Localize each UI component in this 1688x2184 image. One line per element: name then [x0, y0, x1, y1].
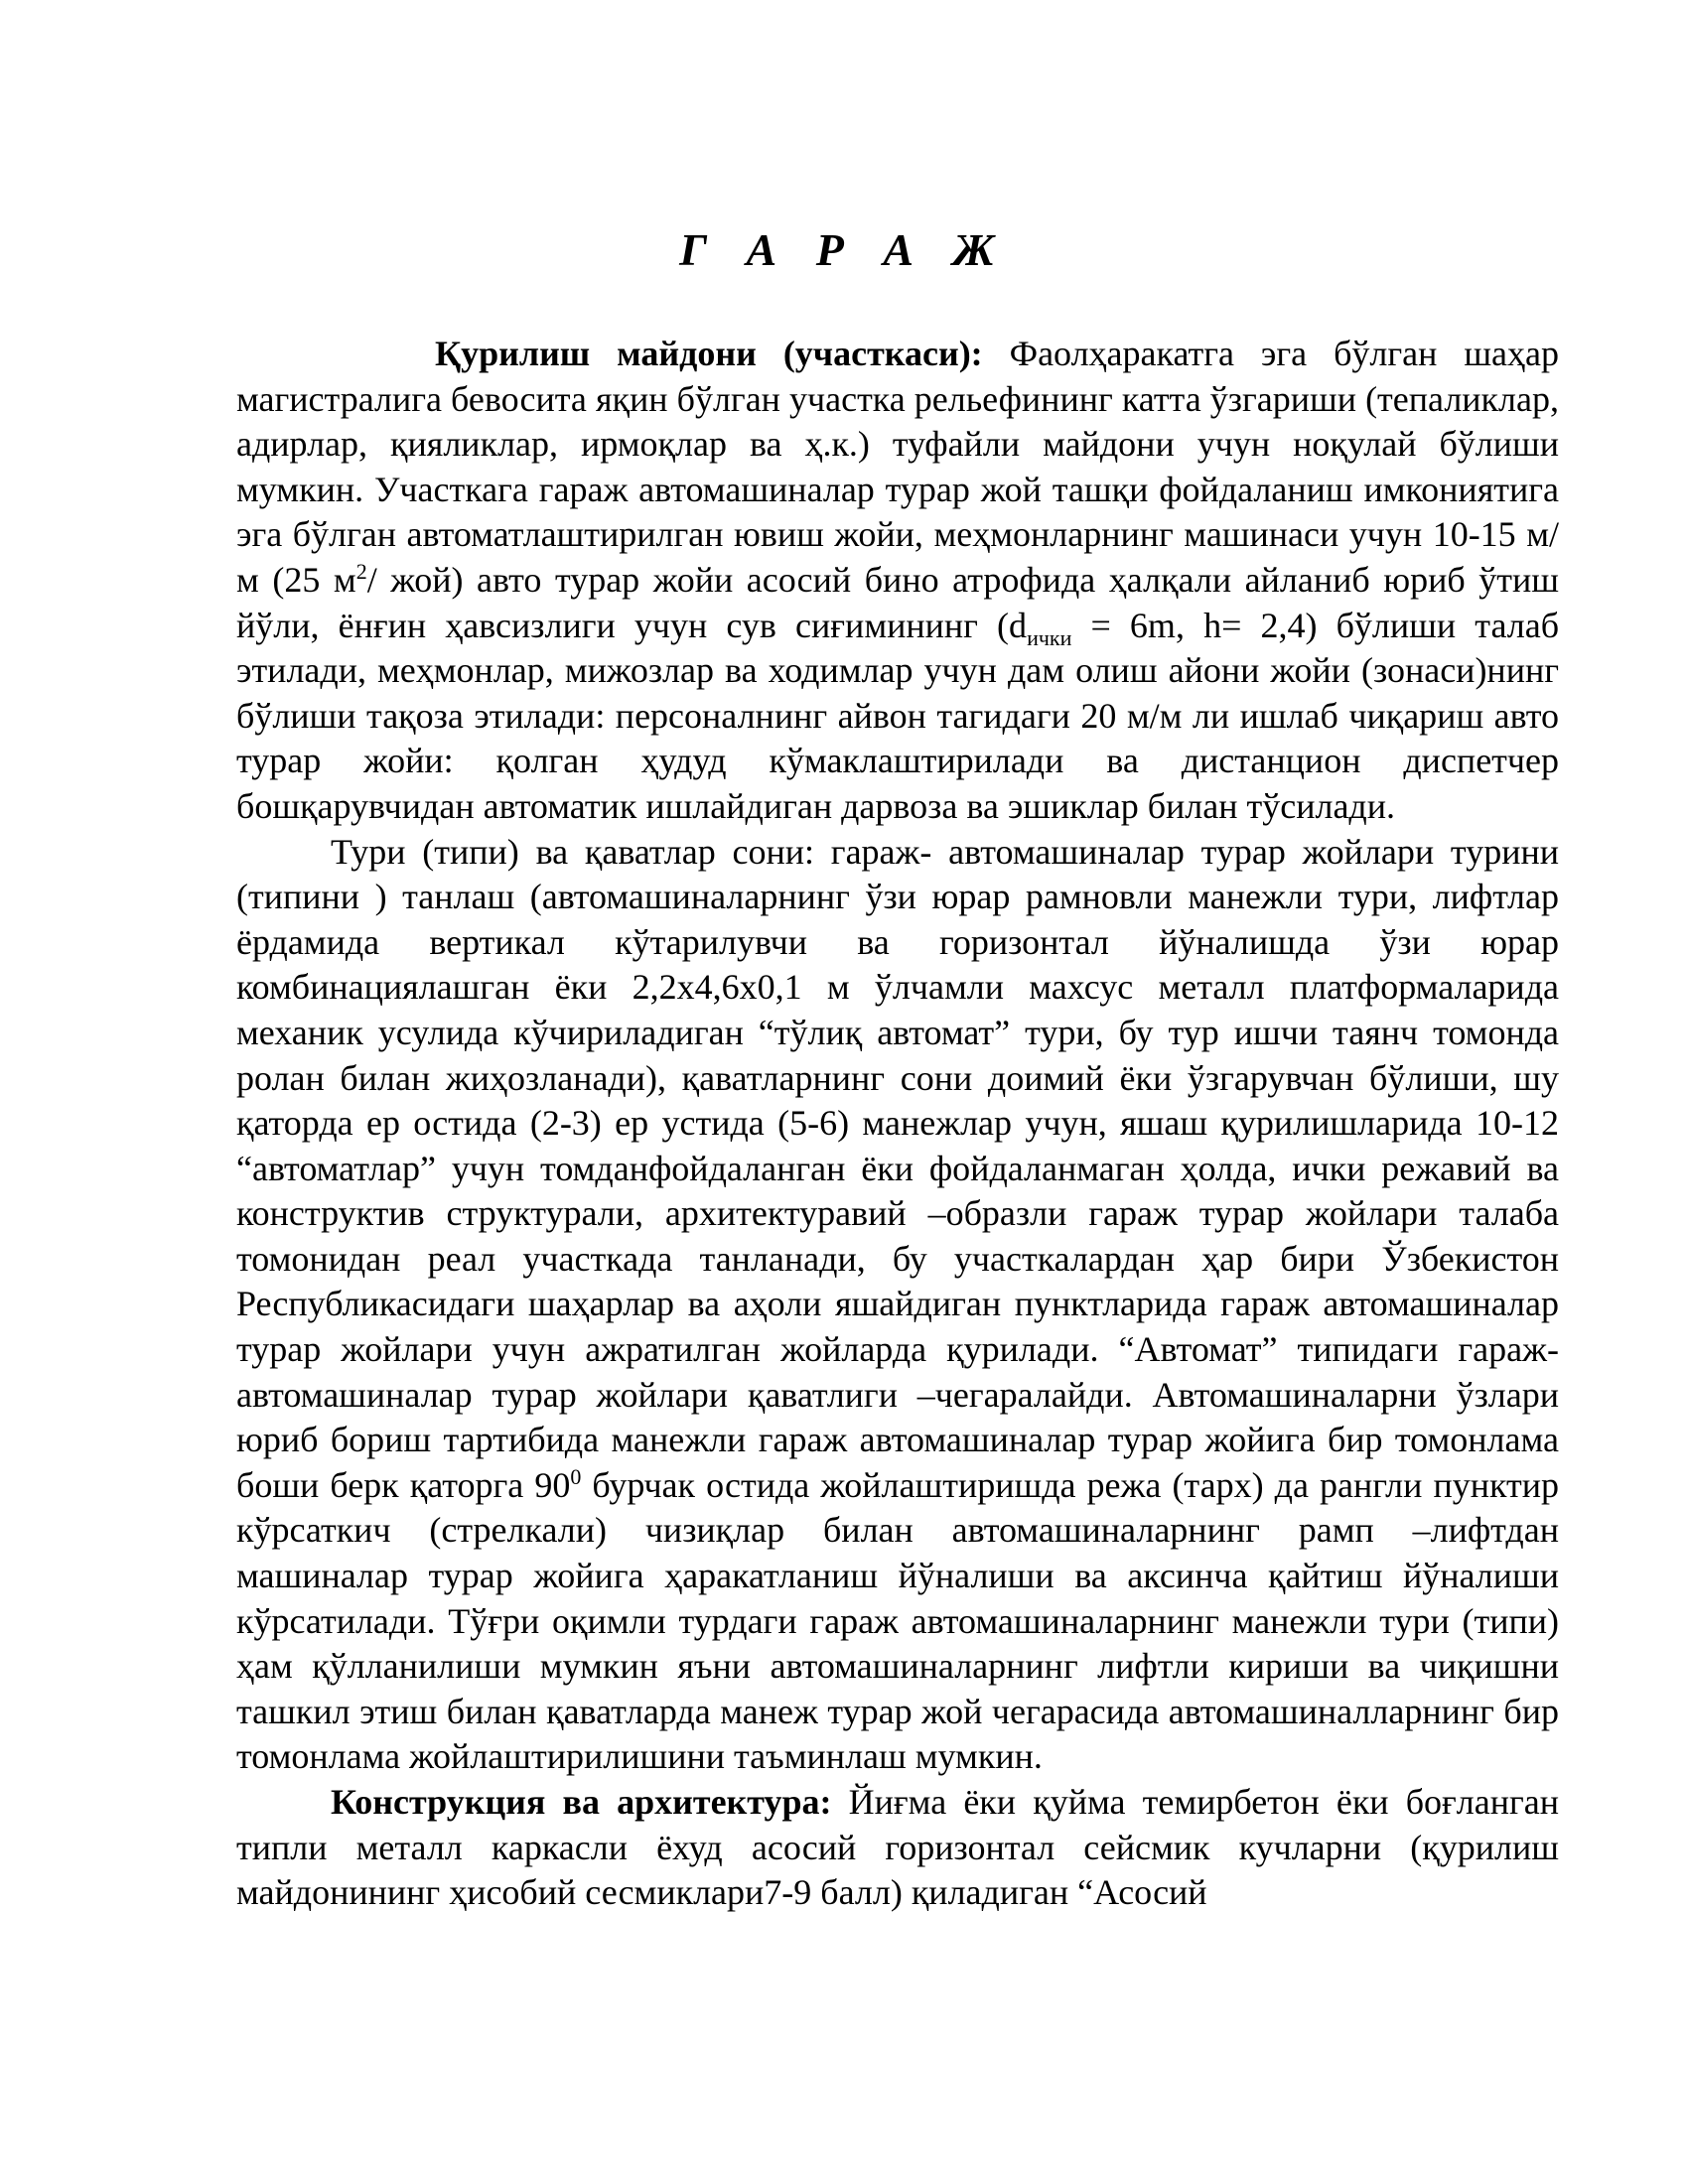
- paragraph-construction-heading: Конструкция ва архитектура:: [331, 1782, 832, 1822]
- paragraph-site-text-3: = 6m, h= 2,4) бўлиши талаб этилади, меҳмонлар, мижозлар ва ходимлар учун дам олиш айони жойи (зонаси)нинг бўлиши тақоза этилади: персоналнинг айвон тагидаги 20 м/м ли ишлаб чиқариш авто турар жойи: қолган ҳудуд кўмаклаштирилади ва дистанцион диспетчер бошқарувчидан автоматик ишлайдиган дарвоза ва эшиклар билан тўсилади.: [236, 605, 1560, 826]
- document-body: [236, 332, 1559, 1916]
- paragraph-construction: [236, 1780, 1559, 1916]
- paragraph-site-heading: Қурилиш майдони (участкаси):: [435, 334, 983, 373]
- paragraph-type-floors-text-1: Тури (типи) ва қаватлар сони: гараж- автомашиналар турар жойлари турини (типини ) танлаш (автомашиналарнинг ўзи юрар рамновли манежли тури, лифтлар ёрдамида вертикал кўтарилувчи ва горизонтал йўналишда ўзи юрар комбинациялашган ёки 2,2х4,6х0,1 м ўлчамли махсус металл платформаларида механик усулида кўчириладиган “тўлиқ автомат” тури, бу тур ишчи таянч томонда ролан билан жиҳозланади), қаватларнинг сони доимий ёки ўзгарувчан бўлиши, шу қаторда ер остида (2-3) ер устида (5-6) манежлар учун, яшаш қурилишларида 10-12 “автоматлар” учун томданфойдаланган ёки фойдаланмаган ҳолда, ички режавий ва конструктив структурали, архитектуравий –образли гараж турар жойлари талаба томонидан реал участкада танланади, бу участкалардан ҳар бири Ўзбекистон Республикасидаги шаҳарлар ва аҳоли яшайдиган пунктларида гараж автомашиналар турар жойлари учун ажратилган жойларда қурилади. “Автомат” типидаги гараж-автомашиналар турар жойлари қаватлиги –чегаралайди. Автомашиналарни ўзлари юриб бориш тартибида манежли гараж автомашиналар турар жойига бир томонлама боши берк қаторга 90: [236, 831, 1559, 1505]
- paragraph-site-text-1: Фаолҳаракатга эга бўлган шаҳар магистралига бевосита яқин бўлган участка рельефининг катта ўзгариши (тепаликлар, адирлар, қияликлар, ирмоқлар ва ҳ.к.) туфайли майдони учун ноқулай бўлиши мумкин. Участкага гараж автомашиналар турар жой ташқи фойдаланиш имкониятига эга бўлган автоматлаштирилган ювиш жойи, меҳмонларнинг машинаси учун 10-15 м/м (25 м: [236, 334, 1559, 600]
- paragraph-type-floors-text-2: бурчак остида жойлаштиришда режа (тарх) да рангли пунктир кўрсаткич (стрелкали) чизиқлар билан автомашиналарнинг рамп –лифтдан машиналар турар жойига ҳаракатланиш йўналиши ва аксинча қайтиш йўналиши кўрсатилади. Тўғри оқимли турдаги гараж автомашиналарнинг манежли тури (типи) ҳам қўлланилиши мумкин яъни автомашиналарнинг лифтли кириши ва чиқишни ташкил этиш билан қаватларда манеж турар жой чегарасида автомашиналларнинг бир томонлама жойлаштирилишини таъминлаш мумкин.: [236, 1464, 1560, 1777]
- paragraph-construction-text: Йиғма ёки қуйма темирбетон ёки боғланган типли металл каркасли ёхуд асосий горизонтал сейсмик кучларни (қурилиш майдонининг ҳисобий сесмиклари7-9 балл) қиладиган “Асосий: [236, 1782, 1560, 1913]
- paragraph-type-floors: [236, 830, 1559, 1780]
- paragraph-site-text-2: / жой) авто турар жойи асосий бино атрофида ҳалқали айланиб юриб ўтиш йўли, ёнғин ҳавсизлиги учун сув сиғимининг (d: [236, 559, 1559, 645]
- superscript-0: 0: [570, 1463, 582, 1489]
- paragraph-site: [236, 332, 1559, 830]
- subscript-ichki: ички: [1027, 624, 1072, 650]
- document-title: Г А Р А Ж: [679, 224, 1009, 275]
- superscript-2: 2: [355, 558, 367, 584]
